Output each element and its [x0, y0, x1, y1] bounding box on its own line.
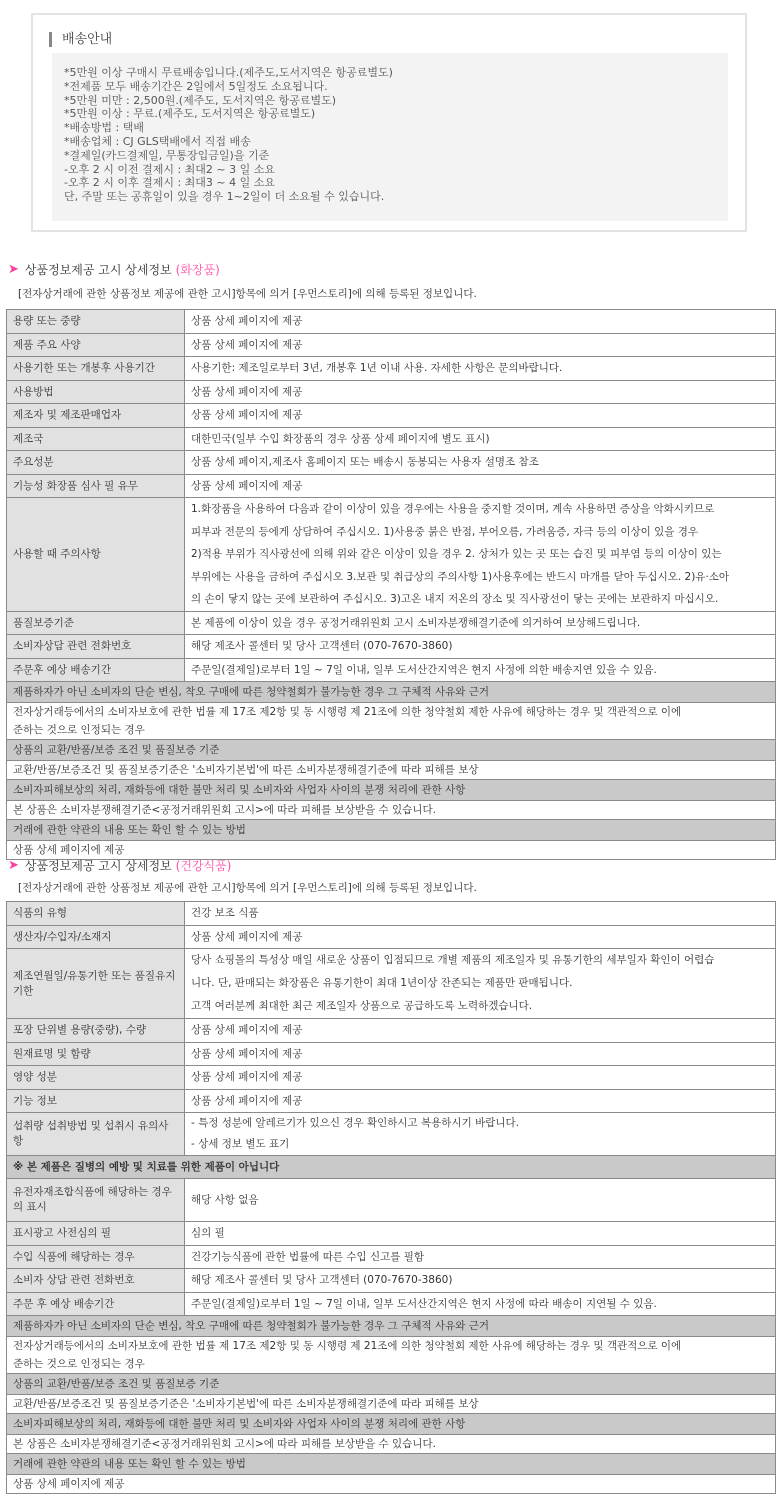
row-value: 해당 사항 없음 [185, 1179, 776, 1222]
shipping-line: -오후 2 시 이전 결제시 : 최대2 ~ 3 일 소요 [64, 162, 275, 176]
row-value: 대한민국(일부 수입 화장품의 경우 상품 상세 페이지에 별도 표시) [185, 427, 776, 451]
cosmetics-info-table [6, 309, 776, 860]
row-value-line: 2)적용 부위가 직사광선에 의해 위와 같은 이상이 있을 경우 2. 상처가 있는 곳 또는 습진 및 피부염 등의 이상이 있는 [191, 548, 722, 560]
table-row [7, 427, 776, 451]
shipping-title: 배송안내 [49, 32, 112, 47]
intake-row [7, 1113, 776, 1156]
row-label: 제품 주요 사양 [7, 333, 185, 357]
section-header-row [7, 820, 776, 841]
row-label: 사용기한 또는 개봉후 사용기간 [7, 357, 185, 381]
section-value-row [7, 801, 776, 820]
section-value-line: 교환/반품/보증조건 및 품질보증기준은 '소비자기본법'에 따른 소비자분쟁해결기준에 따라 피해를 보상 [13, 1398, 479, 1410]
row-value: 상품 상세 페이지,제조사 홈페이지 또는 배송시 동봉되는 사용자 설명조 참조 [185, 451, 776, 475]
section-value-line: 본 상품은 소비자분쟁해결기준<공정거래위원회 고시>에 따라 피해를 보상받을 수 있습니다. [13, 1438, 436, 1450]
section-value-line: 교환/반품/보증조건 및 품질보증기준은 '소비자기본법'에 따른 소비자분쟁해결기준에 따라 피해를 보상 [13, 764, 479, 776]
table-row [7, 310, 776, 334]
row-label: 소비자상담 관련 전화번호 [7, 635, 185, 659]
section-value-line: 준하는 것으로 인정되는 경우 [13, 1358, 145, 1370]
row-value-line: 니다. 단, 판매되는 화장품은 유통기한이 최대 1년이상 잔존되는 제품만 판매됩니다. [191, 977, 573, 989]
section-header-row [7, 1414, 776, 1435]
section-value-line: 본 상품은 소비자분쟁해결기준<공정거래위원회 고시>에 따라 피해를 보상받을 수 있습니다. [13, 804, 436, 816]
section-value [7, 801, 776, 820]
table-row [7, 1292, 776, 1316]
row-value: 심의 필 [185, 1222, 776, 1246]
section-header: 상품의 교환/반품/보증 조건 및 품질보증 기준 [7, 1374, 776, 1395]
section-value-row [7, 1435, 776, 1454]
row-label: 소비자 상담 관련 전화번호 [7, 1269, 185, 1293]
row-value: 상품 상세 페이지에 제공 [185, 1066, 776, 1090]
shipping-line: *배송업체 : CJ GLS택배에서 직접 배송 [64, 134, 251, 148]
table-row [7, 1222, 776, 1246]
section-value [7, 1475, 776, 1494]
table-row [7, 635, 776, 659]
section-header: 제품하자가 아닌 소비자의 단순 변심, 착오 구매에 따른 청약철회가 불가능한 경우 그 구체적 사유와 근거 [7, 1316, 776, 1337]
table-row [7, 611, 776, 635]
row-value: 상품 상세 페이지에 제공 [185, 1089, 776, 1113]
food-section-heading [8, 856, 231, 874]
section-value [7, 1337, 776, 1374]
row-label: 수입 식품에 해당하는 경우 [7, 1245, 185, 1269]
section-header-row [7, 780, 776, 801]
row-value [185, 1113, 776, 1156]
row-value: 상품 상세 페이지에 제공 [185, 404, 776, 428]
table-row [7, 658, 776, 682]
row-value-line: 고객 여러분께 최대한 최근 제조일자 상품으로 공급하도록 노력하겠습니다. [191, 1000, 533, 1012]
cosmetics-section-heading [8, 260, 220, 278]
shipping-info-box [31, 13, 747, 232]
table-row [7, 1066, 776, 1090]
pink-arrow-icon: ➤ [8, 261, 19, 277]
row-value-line: 의 손이 닿지 않는 곳에 보관하여 주십시오. 3)고온 내지 저온의 장소 및 직사광선이 닿는 곳에는 보관하지 마십시오. [191, 593, 719, 605]
row-label: 사용할 때 주의사항 [7, 498, 185, 612]
table-row [7, 380, 776, 404]
section-value [7, 1395, 776, 1414]
section-value-line: 전자상거래등에서의 소비자보호에 관한 법률 제 17조 제2항 및 동 시행령 제 21조에 의한 청약철회 제한 사유에 해당하는 경우 및 객관적으로 이에 [13, 1340, 682, 1352]
notice-text: ※ 본 제품은 질병의 예방 및 치료를 위한 제품이 아닙니다 [7, 1156, 776, 1179]
row-label: 제조연월일/유통기한 또는 품질유지기한 [7, 949, 185, 1019]
shipping-line: 단, 주말 또는 공휴일이 있을 경우 1~2일이 더 소요될 수 있습니다. [64, 190, 385, 204]
row-label: 생산자/수입자/소재지 [7, 925, 185, 949]
section-value-row [7, 1395, 776, 1414]
section-category: (화장품) [175, 262, 220, 277]
row-value [185, 949, 776, 1019]
row-label: 사용방법 [7, 380, 185, 404]
section-value-line: 상품 상세 페이지에 제공 [13, 844, 125, 856]
table-row [7, 357, 776, 381]
row-label: 품질보증기준 [7, 611, 185, 635]
section-header-row [7, 682, 776, 703]
section-header-row [7, 1454, 776, 1475]
row-value: 주문일(결제일)로부터 1일 ~ 7일 이내, 일부 도서산간지역은 현지 사정에 의한 배송지연 있을 수 있음. [185, 658, 776, 682]
table-row [7, 925, 776, 949]
section-value [7, 761, 776, 780]
table-row [7, 1245, 776, 1269]
table-row [7, 451, 776, 475]
section-header: 거래에 관한 약관의 내용 또는 확인 할 수 있는 방법 [7, 820, 776, 841]
shipping-line: *5만원 미만 : 2,500원.(제주도, 도서지역은 항공료별도) [64, 93, 337, 107]
row-value: 상품 상세 페이지에 제공 [185, 1019, 776, 1043]
row-value: 해당 제조사 콜센터 및 당사 고객센터 (070-7670-3860) [185, 1269, 776, 1293]
row-value: 해당 제조사 콜센터 및 당사 고객센터 (070-7670-3860) [185, 635, 776, 659]
shipping-line: *전제품 모두 배송기간은 2일에서 5일정도 소요됩니다. [64, 79, 328, 93]
row-label: 식품의 유형 [7, 902, 185, 926]
row-value: 건강기능식품에 관한 법률에 따른 수입 신고를 필함 [185, 1245, 776, 1269]
section-heading-text: 상품정보제공 고시 상세정보 [24, 262, 172, 277]
row-value: 상품 상세 페이지에 제공 [185, 380, 776, 404]
table-row [7, 1269, 776, 1293]
row-value-line: 1.화장품을 사용하여 다음과 같이 이상이 있을 경우에는 사용을 중지할 것이며, 계속 사용하면 증상을 악화시키므로 [191, 503, 715, 515]
table-row [7, 474, 776, 498]
row-value-line: 부위에는 사용을 금하여 주십시오 3.보관 및 취급상의 주의사항 1)사용후에는 반드시 마개를 닫아 두십시오. 2)유·소아 [191, 570, 730, 583]
shipping-line: *5만원 이상 : 무료.(제주도, 도서지역은 항공료별도) [64, 107, 316, 121]
table-row [7, 404, 776, 428]
row-label: 표시광고 사전심의 필 [7, 1222, 185, 1246]
section-header: 소비자피해보상의 처리, 재화등에 대한 불만 처리 및 소비자와 사업자 사이의 분쟁 처리에 관한 사항 [7, 780, 776, 801]
row-label: 기능성 화장품 심사 필 유무 [7, 474, 185, 498]
gmo-row [7, 1179, 776, 1222]
row-value: 상품 상세 페이지에 제공 [185, 925, 776, 949]
table-row [7, 1019, 776, 1043]
row-value-line: 당사 쇼핑몰의 특성상 매일 새로운 상품이 입점되므로 개별 제품의 제조일자 및 유통기한의 세부일자 확인이 어렵습 [191, 954, 715, 966]
row-value: 상품 상세 페이지에 제공 [185, 333, 776, 357]
table-row [7, 1089, 776, 1113]
shipping-details [52, 53, 728, 221]
row-value-line: - 상세 정보 별도 표기 [191, 1138, 290, 1150]
section-value [7, 1435, 776, 1454]
table-row [7, 1042, 776, 1066]
row-label: 유전자재조합식품에 해당하는 경우의 표시 [7, 1179, 185, 1222]
section-header: 제품하자가 아닌 소비자의 단순 변심, 착오 구매에 따른 청약철회가 불가능한 경우 그 구체적 사유와 근거 [7, 682, 776, 703]
row-value-line: 피부과 전문의 등에게 상담하여 주십시오. 1)사용중 붉은 반점, 부어오름, 가려움증, 자극 등의 이상이 있을 경우 [191, 525, 699, 538]
section-value-line: 전자상거래등에서의 소비자보호에 관한 법률 제 17조 제2항 및 동 시행령 제 21조에 의한 청약철회 제한 사유에 해당하는 경우 및 객관적으로 이에 [13, 706, 682, 718]
section-heading-text: 상품정보제공 고시 상세정보 [24, 858, 172, 873]
row-value: 건강 보조 식품 [185, 902, 776, 926]
section-category: (건강식품) [175, 858, 232, 873]
table-row [7, 902, 776, 926]
row-value: 상품 상세 페이지에 제공 [185, 474, 776, 498]
cosmetics-subtitle: [전자상거래에 관한 상품정보 제공에 관한 고시]항목에 의거 [우먼스토리]에 의해 등록된 정보입니다. [18, 288, 477, 300]
section-header: 상품의 교환/반품/보증 조건 및 품질보증 기준 [7, 740, 776, 761]
row-label: 용량 또는 중량 [7, 310, 185, 334]
row-label: 주문후 예상 배송기간 [7, 658, 185, 682]
row-value: 사용기한: 제조일로부터 3년, 개봉후 1년 이내 사용. 자세한 사항은 문의바랍니다. [185, 357, 776, 381]
row-value-line: - 특정 성분에 알레르기가 있으신 경우 확인하시고 복용하시기 바랍니다. [191, 1117, 519, 1129]
section-value-line: 준하는 것으로 인정되는 경우 [13, 724, 145, 736]
expiry-row [7, 949, 776, 1019]
table-row [7, 333, 776, 357]
section-header-row [7, 740, 776, 761]
pink-arrow-icon: ➤ [8, 857, 19, 873]
row-label: 영양 성분 [7, 1066, 185, 1090]
row-label: 원재료명 및 함량 [7, 1042, 185, 1066]
shipping-line: *결제일(카드결제일, 무통장입금일)을 기준 [64, 148, 270, 162]
section-header-row [7, 1316, 776, 1337]
row-label: 주요성분 [7, 451, 185, 475]
row-value: 본 제품에 이상이 있을 경우 공정거래위원회 고시 소비자분쟁해결기준에 의거하여 보상해드립니다. [185, 611, 776, 635]
section-value-row [7, 1475, 776, 1494]
row-label: 제조국 [7, 427, 185, 451]
shipping-line: -오후 2 시 이후 결제시 : 최대3 ~ 4 일 소요 [64, 176, 275, 190]
row-label: 기능 정보 [7, 1089, 185, 1113]
food-subtitle: [전자상거래에 관한 상품정보 제공에 관한 고시]항목에 의거 [우먼스토리]에 의해 등록된 정보입니다. [18, 882, 477, 894]
section-header-row [7, 1374, 776, 1395]
row-label: 제조자 및 제조판매업자 [7, 404, 185, 428]
section-value-line: 상품 상세 페이지에 제공 [13, 1478, 125, 1490]
row-label: 주문 후 예상 배송기간 [7, 1292, 185, 1316]
row-value [185, 498, 776, 612]
row-label: 섭취량 섭취방법 및 섭취시 유의사항 [7, 1113, 185, 1156]
row-value: 상품 상세 페이지에 제공 [185, 310, 776, 334]
shipping-line: *5만원 이상 구매시 무료배송입니다.(제주도,도서지역은 항공료별도) [64, 66, 393, 79]
row-label: 포장 단위별 용량(중량), 수량 [7, 1019, 185, 1043]
notice-row [7, 1156, 776, 1179]
shipping-line: *배송방법 : 택배 [64, 121, 144, 135]
food-info-table [6, 901, 776, 1494]
section-value-row [7, 1337, 776, 1374]
section-header: 거래에 관한 약관의 내용 또는 확인 할 수 있는 방법 [7, 1454, 776, 1475]
row-value: 주문일(결제일)로부터 1일 ~ 7일 이내, 일부 도서산간지역은 현지 사정에 따라 배송이 지연될 수 있음. [185, 1292, 776, 1316]
section-value [7, 703, 776, 740]
section-value-row [7, 761, 776, 780]
caution-row [7, 498, 776, 612]
row-value: 상품 상세 페이지에 제공 [185, 1042, 776, 1066]
section-value-row [7, 703, 776, 740]
section-header: 소비자피해보상의 처리, 재화등에 대한 불만 처리 및 소비자와 사업자 사이의 분쟁 처리에 관한 사항 [7, 1414, 776, 1435]
